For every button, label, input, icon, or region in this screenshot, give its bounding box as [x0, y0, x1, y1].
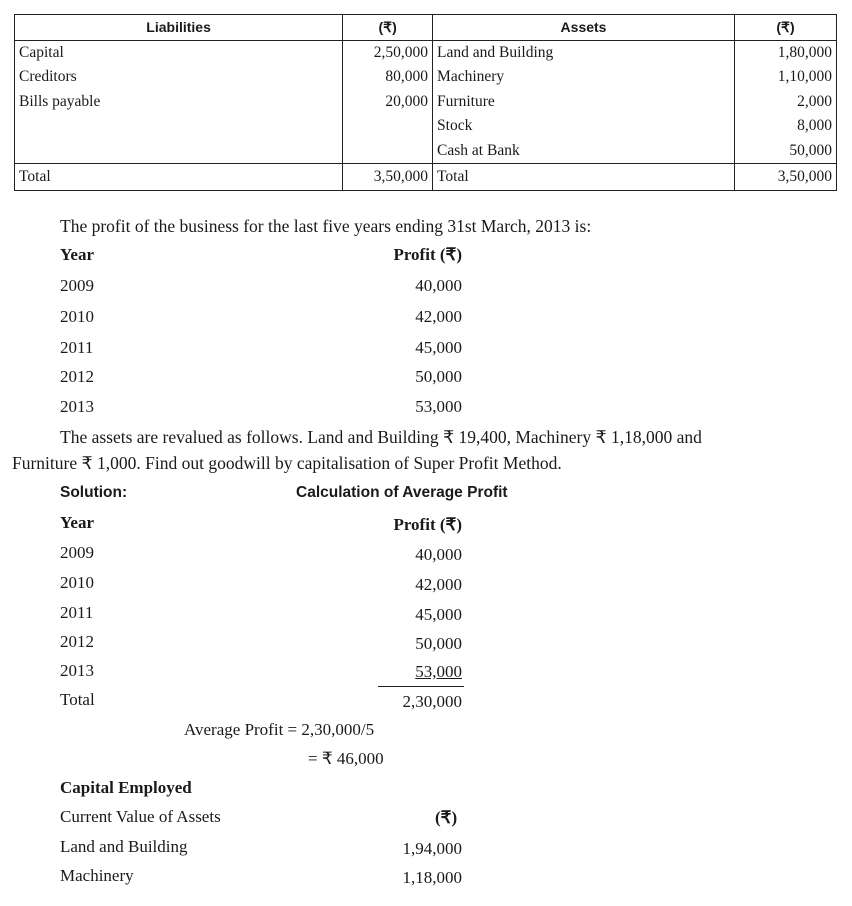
liability-total-amount: 3,50,000 [343, 164, 433, 191]
asset-amount: 8,000 [734, 114, 836, 139]
liability-label [15, 139, 343, 164]
profit-value: 53,000 [415, 397, 462, 416]
profit-year: 2011 [60, 338, 94, 357]
total-rule [378, 686, 464, 687]
table-row [15, 65, 837, 90]
solution-profit: 50,000 [415, 634, 462, 653]
liability-amount: 20,000 [343, 90, 433, 115]
table-row [15, 139, 837, 164]
average-profit-result: = ₹ 46,000 [308, 749, 384, 768]
asset-amount: 1,10,000 [734, 65, 836, 90]
asset-label: Land and Building [433, 40, 735, 65]
solution-total-value: 2,30,000 [402, 692, 462, 711]
table-row [15, 40, 837, 65]
balance-sheet-table [14, 14, 837, 191]
solution-year: 2013 [60, 661, 94, 680]
asset-label: Stock [433, 114, 735, 139]
profit-year: 2013 [60, 397, 94, 416]
capital-unit: (₹) [435, 808, 458, 827]
liability-amount: 80,000 [343, 65, 433, 90]
revaluation-line-2: Furniture ₹ 1,000. Find out goodwill by capitalisation of Super Profit Method. [12, 453, 562, 473]
liability-label: Capital [15, 40, 343, 65]
profit-year: 2012 [60, 367, 94, 386]
profit-value: 40,000 [415, 276, 462, 295]
profit-year: 2010 [60, 307, 94, 326]
table-row [15, 114, 837, 139]
current-value-subheading: Current Value of Assets [60, 807, 221, 826]
revaluation-line-1: The assets are revalued as follows. Land and Building ₹ 19,400, Machinery ₹ 1,18,000 and [60, 427, 702, 447]
solution-profit: 53,000 [415, 662, 462, 681]
liability-amount [343, 139, 433, 164]
solution-profit: 40,000 [415, 545, 462, 564]
profit-header: Profit (₹) [393, 245, 462, 264]
year-header: Year [60, 245, 94, 264]
header-liabilities-amount: (₹) [343, 15, 433, 41]
solution-year: 2012 [60, 632, 94, 651]
asset-total-amount: 3,50,000 [734, 164, 836, 191]
header-assets: Assets [433, 15, 735, 41]
asset-label: Furniture [433, 90, 735, 115]
liability-amount: 2,50,000 [343, 40, 433, 65]
profit-value: 50,000 [415, 367, 462, 386]
liability-amount [343, 114, 433, 139]
liability-total-label: Total [15, 164, 343, 191]
solution-year: 2011 [60, 603, 94, 622]
asset-total-label: Total [433, 164, 735, 191]
capital-asset-value: 1,94,000 [402, 839, 462, 858]
capital-employed-heading: Capital Employed [60, 778, 192, 797]
solution-profit: 45,000 [415, 605, 462, 624]
liability-label: Creditors [15, 65, 343, 90]
header-assets-amount: (₹) [734, 15, 836, 41]
capital-asset-value: 1,18,000 [402, 868, 462, 887]
asset-amount: 1,80,000 [734, 40, 836, 65]
asset-label: Cash at Bank [433, 139, 735, 164]
solution-profit: 42,000 [415, 575, 462, 594]
year-header: Year [60, 513, 94, 532]
liability-label [15, 114, 343, 139]
profit-header: Profit (₹) [393, 515, 462, 534]
asset-amount: 2,000 [734, 90, 836, 115]
solution-year: 2009 [60, 543, 94, 562]
table-total-row [15, 164, 837, 191]
profit-value: 45,000 [415, 338, 462, 357]
capital-asset-label: Machinery [60, 866, 134, 885]
capital-asset-label: Land and Building [60, 837, 188, 856]
asset-label: Machinery [433, 65, 735, 90]
asset-amount: 50,000 [734, 139, 836, 164]
solution-label: Solution: [60, 484, 128, 501]
profit-year: 2009 [60, 276, 94, 295]
profit-value: 42,000 [415, 307, 462, 326]
average-profit-formula: Average Profit = 2,30,000/5 [184, 720, 375, 739]
solution-heading: Calculation of Average Profit [296, 484, 508, 501]
solution-year: 2010 [60, 573, 94, 592]
intro-text: The profit of the business for the last five years ending 31st March, 2013 is: [60, 216, 592, 236]
table-row [15, 90, 837, 115]
solution-total-label: Total [60, 690, 95, 709]
header-liabilities: Liabilities [15, 15, 343, 41]
liability-label: Bills payable [15, 90, 343, 115]
